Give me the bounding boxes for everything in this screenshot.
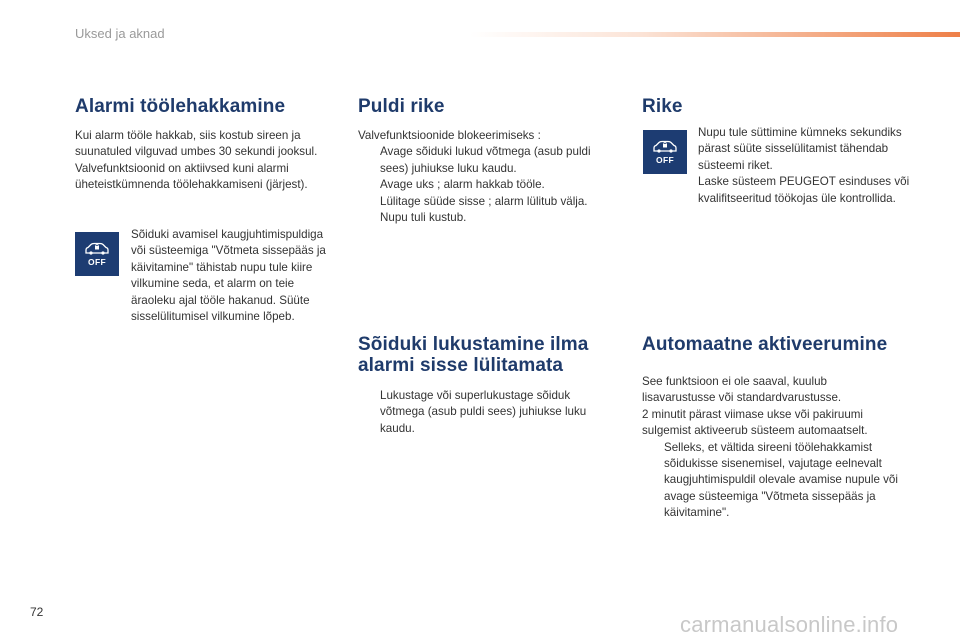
failure-description — [698, 125, 910, 207]
alarm-icon-description: Sõiduki avamisel kaugjuhtimispuldiga või süsteemiga "Võtmeta sissepääs ja käivitamine" tähistab nupu tule kiire vilkumine seda, et alarm on teie äraoleku ajal tööle hakanud. Süüte sisselülitumisel vilkumine lõpeb. — [131, 228, 326, 324]
header-accent-bar — [470, 32, 960, 37]
remote-failure-heading: Puldi rike — [358, 96, 445, 117]
lock-without-alarm-heading: Sõiduki lukustamine ilma alarmi sisse lülitamata — [358, 334, 589, 376]
failure-section — [642, 96, 912, 118]
auto-activation-para1: See funktsioon ei ole saaval, kuulub lisavarustusse või standardvarustusse. — [642, 375, 842, 405]
failure-heading: Rike — [642, 96, 683, 117]
auto-activation-para2: 2 minutit pärast viimase ukse või pakiruumi sulgemist aktiveerub süsteem automaatselt. — [642, 407, 868, 438]
page-number: 72 — [30, 605, 44, 619]
list-item: Selleks, et vältida sireeni töölehakkamist sõidukisse sisenemisel, vajutage eelnevalt kaugjuhtimispuldil olevale avamise nupule või avage süsteemiga "Võtmeta sissepääs ja käivitamine". — [664, 440, 898, 520]
watermark: carmanualsonline.info — [680, 612, 899, 637]
remote-failure-intro: Valvefunktsioonide blokeerimiseks : — [358, 129, 541, 142]
failure-text: Laske süsteem PEUGEOT esinduses või kvalifitseeritud töökojas üle kontrollida. — [698, 175, 910, 205]
car-lock-icon — [83, 242, 111, 256]
alarm-trigger-section — [75, 96, 343, 194]
remote-failure-section — [358, 96, 608, 226]
car-lock-icon — [651, 140, 679, 154]
alarm-trigger-intro: Kui alarm tööle hakkab, siis kostub sireen ja suunatuled vilguvad umbes 30 sekundi jooksul. Valvefunktsioonid on aktiivsed kuni alarmi üheteistkümnenda töölehakkamiseni (järjest). — [75, 129, 318, 192]
auto-activation-heading: Automaatne aktiveerumine — [642, 334, 888, 355]
failure-text: Nupu tule süttimine kümneks sekundiks pärast süüte sisselülitamist tähendab süsteemi riket. — [698, 126, 902, 172]
list-item: Lukustage või superlukustage sõiduk võtmega (asub puldi sees) juhiukse luku kaudu. — [380, 389, 587, 435]
alarm-off-button-icon — [75, 232, 119, 276]
alarm-trigger-heading: Alarmi töölehakkamine — [75, 96, 286, 117]
off-label: OFF — [656, 154, 674, 165]
list-item: Avage uks ; alarm hakkab tööle. — [380, 178, 545, 192]
off-label: OFF — [88, 256, 106, 267]
failure-off-button-icon — [643, 130, 687, 174]
auto-activation-section — [642, 334, 910, 522]
list-item: Lülitage süüde sisse ; alarm lülitub välja. Nupu tuli kustub. — [380, 194, 588, 225]
lock-without-alarm-section — [358, 334, 608, 437]
list-item: Avage sõiduki lukud võtmega (asub puldi sees) juhiukse luku kaudu. — [380, 145, 591, 175]
section-title: Uksed ja aknad — [75, 26, 165, 41]
